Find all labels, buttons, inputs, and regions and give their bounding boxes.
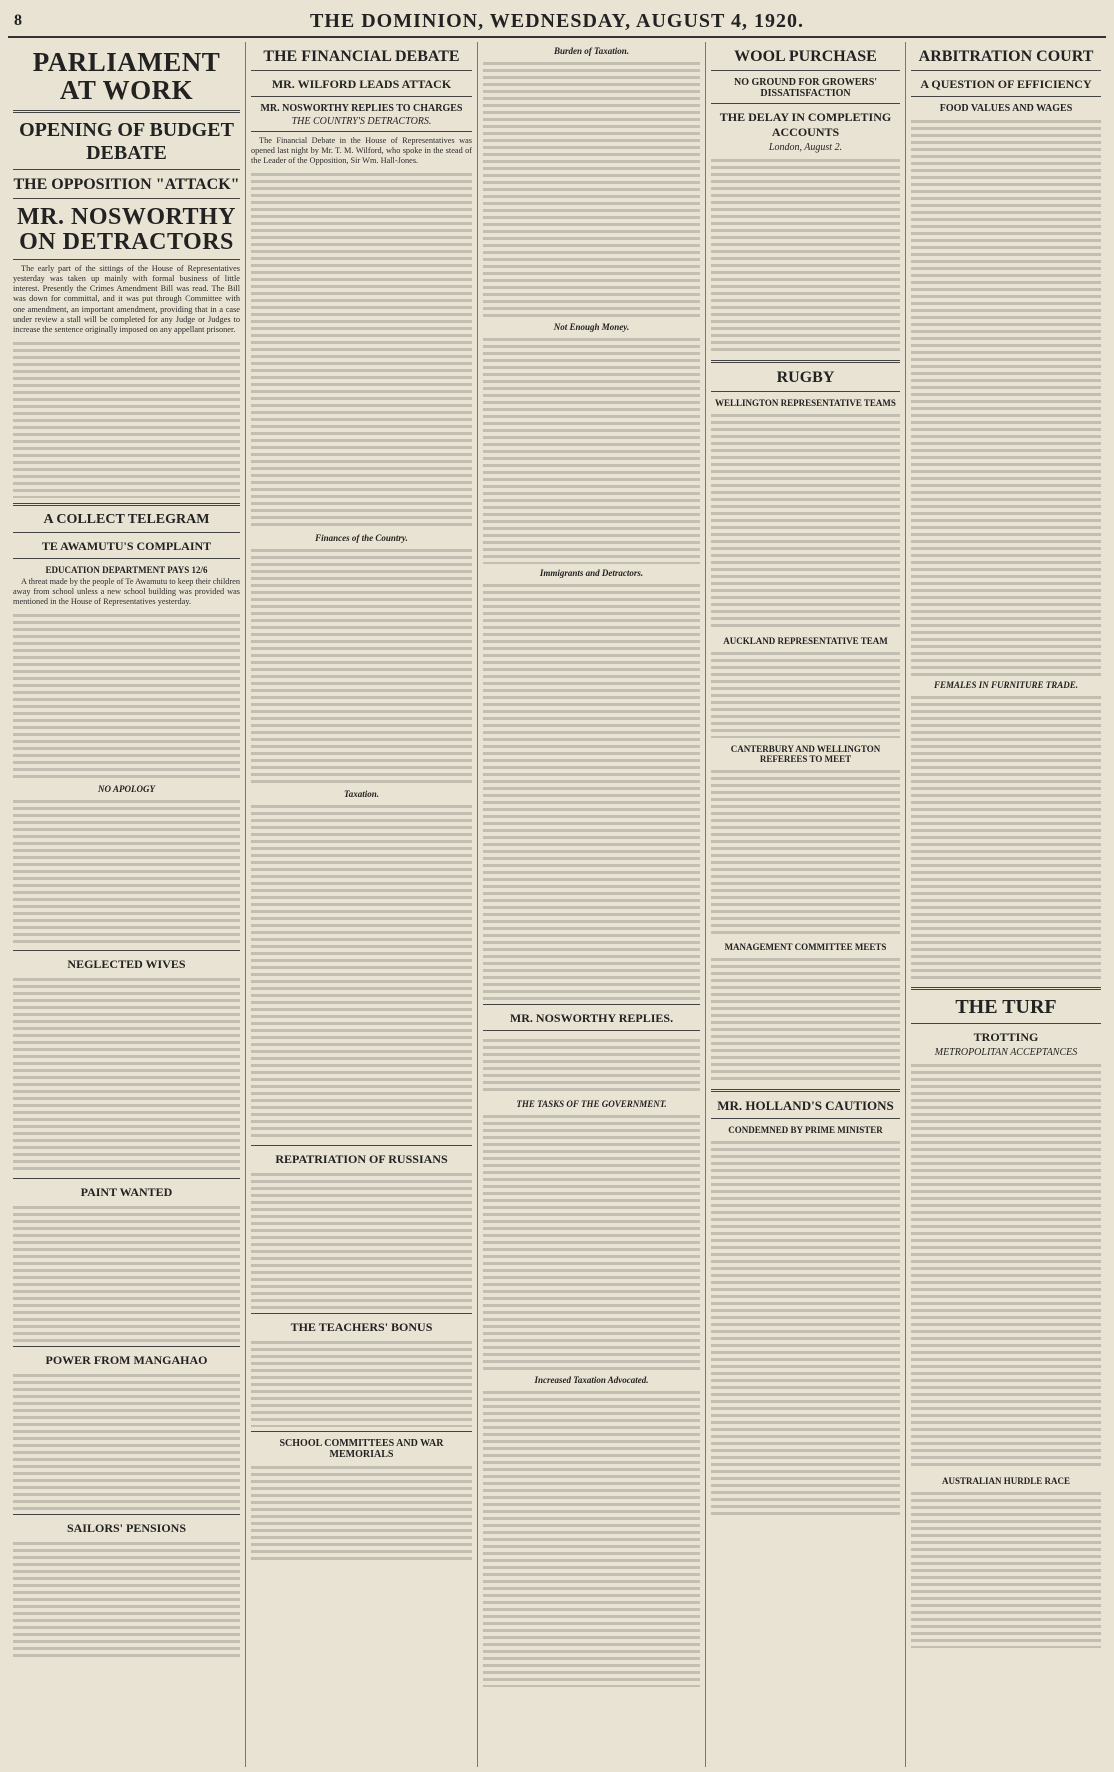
subhead-neglected-wives: NEGLECTED WIVES (67, 957, 186, 972)
column-5 (906, 42, 1106, 1767)
subhead-taxation: Taxation. (344, 789, 379, 800)
headline-turf: THE TURF (955, 996, 1057, 1018)
page-number: 8 (14, 12, 22, 29)
headline-financial-debate: THE FINANCIAL DEBATE (263, 48, 460, 65)
subhead-auckland-team: AUCKLAND REPRESENTATIVE TEAM (723, 636, 888, 646)
subhead-collect-telegram: A COLLECT TELEGRAM (43, 511, 210, 527)
subhead-management-committee: MANAGEMENT COMMITTEE MEETS (724, 942, 887, 952)
column-1 (8, 42, 246, 1767)
subhead-australian-hurdle: AUSTRALIAN HURDLE RACE (941, 1476, 1071, 1486)
article-lead: The Financial Debate in the House of Representatives was opened last night by Mr. T. M. Wilford, who spoke in the stead of the Leader of the Opposition, Sir Wm. Hall-Jones. (251, 136, 472, 166)
column-2 (246, 42, 478, 1767)
subhead-paint-wanted: PAINT WANTED (80, 1185, 173, 1200)
subhead-burden: Burden of Taxation. (554, 46, 629, 56)
article-lead: The early part of the sittings of the House of Representatives yesterday was taken up mainly with formal business of little interest. Presently the Crimes Amendment Bill was read. The Bill was down for committal, and it was put through Committee with one amendment, an important amendment, providing that in a case under review a stall will be completed for any Judge or Judges to increase the sentence originally imposed on any appellant prisoner. (13, 264, 240, 334)
headline-wilford: MR. WILFORD LEADS ATTACK (271, 77, 452, 91)
dateline: London, August 2. (768, 142, 843, 153)
subhead-canterbury-referees: CANTERBURY AND WELLINGTON REFEREES TO MEET (730, 744, 881, 764)
subhead-education-dept: EDUCATION DEPARTMENT PAYS 12/6 (45, 564, 208, 575)
article-body (13, 338, 240, 498)
subhead-females-furniture: FEMALES IN FURNITURE TRADE. (933, 680, 1079, 690)
subhead-immigrants: Immigrants and Detractors. (539, 568, 644, 578)
subhead-teachers-bonus: THE TEACHERS' BONUS (290, 1320, 433, 1335)
subhead-sailors-pensions: SAILORS' PENSIONS (66, 1521, 187, 1536)
subhead-no-apology: NO APOLOGY (98, 784, 155, 795)
headline-efficiency: A QUESTION OF EFFICIENCY (920, 77, 1092, 91)
subhead-repatriation: REPATRIATION OF RUSSIANS (275, 1152, 448, 1167)
subhead-wellington-teams: WELLINGTON REPRESENTATIVE TEAMS (715, 398, 896, 408)
subhead-metropolitan: METROPOLITAN ACCEPTANCES (934, 1047, 1078, 1058)
headline-delay: THE DELAY IN COMPLETING ACCOUNTS (719, 110, 892, 139)
headline-budget-debate: OPENING OF BUDGET DEBATE (19, 118, 234, 164)
newspaper-title: THE DOMINION, WEDNESDAY, AUGUST 4, 1920. (310, 9, 804, 32)
headline-parliament: PARLIAMENT AT WORK (32, 47, 221, 106)
column-4 (706, 42, 906, 1767)
subhead-finances: Finances of the Country. (315, 533, 408, 544)
subhead-te-awamutu: TE AWAMUTU'S COMPLAINT (41, 538, 212, 553)
kicker-detractors: THE COUNTRY'S DETRACTORS. (291, 116, 432, 127)
article-text: A threat made by the people of Te Awamutu to keep their children away from school unless a new school building was provided was mentioned in the House of Representatives yesterday. (13, 576, 240, 607)
headline-wool: WOOL PURCHASE (734, 48, 877, 65)
headline-holland: MR. HOLLAND'S CAUTIONS (717, 1098, 894, 1113)
subhead-condemned: CONDEMNED BY PRIME MINISTER (728, 1125, 883, 1135)
subhead-increased-taxation: Increased Taxation Advocated. (534, 1375, 649, 1385)
headline-no-ground: NO GROUND FOR GROWERS' DISSATISFACTION (733, 77, 878, 99)
column-3 (478, 42, 706, 1767)
subhead-school-committees: SCHOOL COMMITTEES AND WAR MEMORIALS (279, 1438, 444, 1461)
headline-nosworthy-replies: MR. NOSWORTHY REPLIES TO CHARGES (260, 103, 463, 114)
subhead-power-mangahao: POWER FROM MANGAHAO (45, 1353, 208, 1368)
subhead-not-enough-money: Not Enough Money. (553, 322, 630, 332)
headline-rugby: RUGBY (776, 369, 835, 386)
headline-nosworthy: MR. NOSWORTHY ON DETRACTORS (17, 203, 236, 255)
columns (8, 42, 1106, 1767)
subhead-mr-nosworthy-replies: MR. NOSWORTHY REPLIES. (509, 1011, 674, 1025)
subhead-trotting: TROTTING (973, 1030, 1039, 1044)
headline-food-values: FOOD VALUES AND WAGES (939, 103, 1073, 114)
masthead (8, 6, 1106, 38)
headline-opposition: THE OPPOSITION "ATTACK" (13, 175, 240, 193)
headline-arbitration: ARBITRATION COURT (918, 48, 1094, 65)
subhead-tasks: THE TASKS OF THE GOVERNMENT. (516, 1099, 667, 1109)
